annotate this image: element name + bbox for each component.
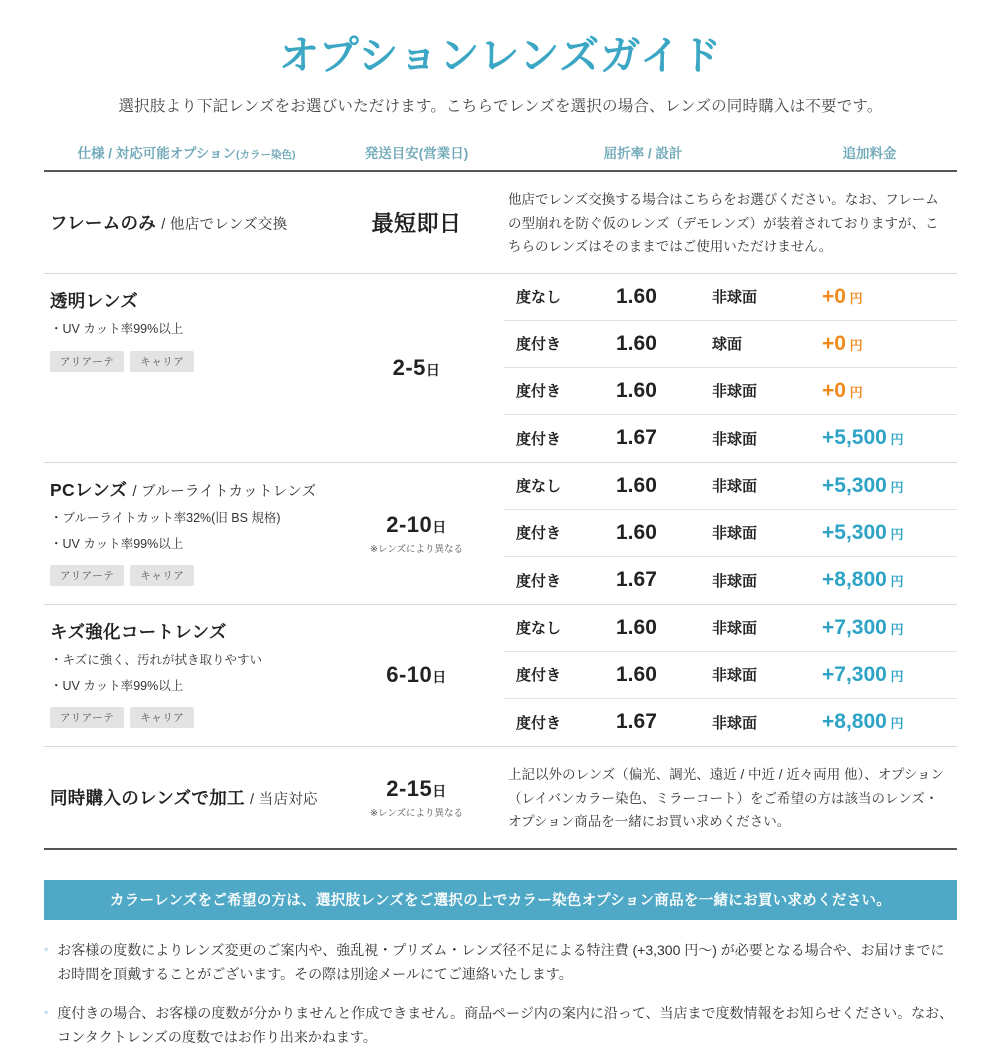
notes-list	[44, 938, 957, 1050]
lens-subtitle: / 当店対応	[250, 791, 318, 808]
spec-row	[504, 321, 957, 368]
spec-price: +0 円	[822, 378, 863, 402]
spec-degree: 度付き	[516, 336, 562, 354]
spec-price-unit: 円	[886, 621, 904, 637]
lens-title: 同時購入のレンズで加工 / 当店対応	[50, 787, 318, 808]
table-row	[44, 747, 957, 850]
spec-list	[504, 274, 957, 462]
option-tag: キャリア	[130, 565, 194, 586]
shipping-days: 2-10日	[386, 511, 447, 537]
column-header-extra-fee: 追加料金	[842, 146, 897, 161]
shipping-days-note: ※レンズにより異なる	[370, 543, 463, 555]
spec-design: 非球面	[712, 430, 758, 448]
spec-price-unit: 円	[845, 384, 863, 400]
spec-design: 非球面	[712, 667, 758, 685]
spec-price-unit: 円	[845, 337, 863, 353]
spec-index: 1.60	[616, 662, 657, 686]
spec-index: 1.60	[616, 378, 657, 402]
spec-row	[504, 415, 957, 462]
option-tag: アリアーテ	[50, 707, 124, 728]
shipping-days: 6-10日	[386, 662, 447, 688]
spec-design: 非球面	[712, 714, 758, 732]
spec-design: 非球面	[712, 572, 758, 590]
spec-price: +0 円	[822, 284, 863, 308]
lens-feature: ・ブルーライトカット率32%(旧 BS 規格)	[50, 510, 281, 525]
lens-title: 透明レンズ	[50, 290, 139, 311]
page-title: オプションレンズガイド	[279, 34, 722, 78]
tag-group	[50, 351, 325, 372]
table-row	[44, 463, 957, 605]
spec-index: 1.60	[616, 473, 657, 497]
table-row	[44, 274, 957, 463]
column-header-spec	[44, 142, 329, 162]
lens-feature: ・UV カット率99%以上	[50, 321, 184, 336]
option-tag: キャリア	[130, 707, 194, 728]
spec-row	[504, 510, 957, 557]
lens-title: PCレンズ / ブルーライトカットレンズ	[50, 479, 317, 500]
shipping-days-note: ※レンズにより異なる	[370, 807, 463, 819]
circle-bullet-icon: ◦	[44, 1004, 49, 1019]
spec-degree: 度なし	[516, 289, 562, 307]
spec-price: +8,800 円	[822, 568, 904, 592]
spec-degree: 度なし	[516, 620, 562, 638]
spec-price: +8,800 円	[822, 710, 904, 734]
table-row	[44, 172, 957, 274]
shipping-days-unit: 日	[425, 361, 441, 378]
shipping-days-unit: 日	[432, 669, 447, 686]
spec-design: 非球面	[712, 383, 758, 401]
shipping-days: 最短即日	[371, 210, 462, 236]
shipping-days: 2-15日	[386, 775, 447, 801]
spec-price: +5,300 円	[822, 473, 904, 497]
table-column-headers	[44, 142, 957, 170]
spec-price-unit: 円	[886, 668, 904, 684]
spec-list	[504, 605, 957, 746]
table-row	[44, 605, 957, 747]
shipping-days-cell	[329, 463, 504, 604]
column-header-spec-note: (カラー染色)	[236, 149, 296, 161]
lens-title: キズ強化コートレンズ	[50, 621, 227, 642]
spec-degree: 度付き	[516, 383, 562, 401]
spec-price-unit: 円	[886, 479, 904, 495]
spec-index: 1.60	[616, 520, 657, 544]
spec-row	[504, 368, 957, 415]
spec-row	[504, 652, 957, 699]
note-text: 度付きの場合、お客様の度数が分かりませんと作成できません。商品ページ内の案内に沿って、当店まで度数情報をお知らせください。なお、コンタクトレンズの度数ではお作り出来かねます。	[57, 1004, 954, 1046]
page-subtitle: 選択肢より下記レンズをお選びいただけます。こちらでレンズを選択の場合、レンズの同時購入は不要です。	[118, 98, 883, 115]
lens-name-cell	[44, 463, 329, 604]
shipping-days-cell	[329, 605, 504, 746]
spec-design: 非球面	[712, 478, 758, 496]
note-text: お客様の度数によりレンズ変更のご案内や、強乱視・プリズム・レンズ径不足による特注費 (+3,300 円〜) が必要となる場合や、お届けまでにお時間を頂戴することがございます。その際は別途メールにてご連絡いたします。	[57, 941, 945, 983]
lens-subtitle: / 他店でレンズ交換	[161, 216, 288, 233]
spec-index: 1.67	[616, 426, 657, 450]
spec-index: 1.67	[616, 568, 657, 592]
spec-design: 非球面	[712, 289, 758, 307]
spec-row	[504, 699, 957, 746]
spec-price-unit: 円	[886, 526, 904, 542]
lens-title: フレームのみ / 他店でレンズ交換	[50, 212, 288, 233]
spec-price: +0 円	[822, 331, 863, 355]
shipping-days-cell	[329, 172, 504, 273]
shipping-days-unit: 日	[432, 518, 447, 535]
shipping-days-cell	[329, 274, 504, 462]
spec-price: +5,300 円	[822, 520, 904, 544]
spec-degree: 度付き	[516, 714, 562, 732]
option-tag: アリアーテ	[50, 351, 124, 372]
tag-group	[50, 565, 325, 586]
note-item	[44, 1001, 957, 1050]
spec-degree: 度付き	[516, 525, 562, 543]
spec-price-unit: 円	[886, 432, 904, 448]
tag-group	[50, 707, 325, 728]
spec-index: 1.60	[616, 331, 657, 355]
lens-name-cell	[44, 172, 329, 273]
row-note: 上記以外のレンズ（偏光、調光、遠近 / 中近 / 近々両用 他）、オプション（レイバンカラー染色、ミラーコート）をご希望の方は該当のレンズ・オプション商品を一緒にお買い求めください。	[508, 766, 945, 830]
spec-degree: 度付き	[516, 430, 562, 448]
spec-price-unit: 円	[886, 716, 904, 732]
lens-name-cell	[44, 605, 329, 746]
shipping-days-unit: 日	[432, 782, 447, 799]
spec-price: +7,300 円	[822, 615, 904, 639]
spec-price-unit: 円	[886, 574, 904, 590]
spec-list	[504, 463, 957, 604]
lens-subtitle: / ブルーライトカットレンズ	[132, 483, 317, 500]
circle-bullet-icon: ◦	[44, 941, 49, 956]
spec-price: +7,300 円	[822, 662, 904, 686]
spec-row	[504, 463, 957, 510]
column-header-index-design: 屈折率 / 設計	[603, 146, 683, 161]
spec-index: 1.60	[616, 284, 657, 308]
lens-options-table	[44, 170, 957, 850]
spec-index: 1.60	[616, 615, 657, 639]
lens-feature: ・UV カット率99%以上	[50, 678, 184, 693]
spec-index: 1.67	[616, 710, 657, 734]
lens-feature: ・キズに強く、汚れが拭き取りやすい	[50, 652, 263, 667]
row-note: 他店でレンズ交換する場合はこちらをお選びください。なお、フレームの型崩れを防ぐ仮のレンズ（デモレンズ）が装着されておりますが、こちらのレンズはそのままではご使用いただけません。	[508, 192, 939, 255]
spec-row	[504, 557, 957, 604]
option-tag: アリアーテ	[50, 565, 124, 586]
lens-name-cell	[44, 274, 329, 462]
spec-design: 非球面	[712, 620, 758, 638]
lens-name-cell	[44, 747, 329, 848]
spec-degree: 度付き	[516, 667, 562, 685]
spec-price: +5,500 円	[822, 426, 904, 450]
spec-design: 非球面	[712, 525, 758, 543]
shipping-days: 2-5日	[392, 354, 441, 380]
shipping-days-cell	[329, 747, 504, 848]
column-header-shipping: 発送目安(営業日)	[364, 146, 469, 161]
spec-row	[504, 274, 957, 321]
spec-degree: 度なし	[516, 478, 562, 496]
column-header-spec-main: 仕様 / 対応可能オプション	[77, 146, 237, 161]
option-tag: キャリア	[130, 351, 194, 372]
note-item	[44, 938, 957, 987]
lens-feature: ・UV カット率99%以上	[50, 536, 184, 551]
spec-design: 球面	[712, 336, 743, 354]
spec-row	[504, 605, 957, 652]
spec-degree: 度付き	[516, 572, 562, 590]
color-lens-banner: カラーレンズをご希望の方は、選択肢レンズをご選択の上でカラー染色オプション商品を一緒にお買い求めください。	[44, 880, 957, 920]
spec-price-unit: 円	[845, 290, 863, 306]
